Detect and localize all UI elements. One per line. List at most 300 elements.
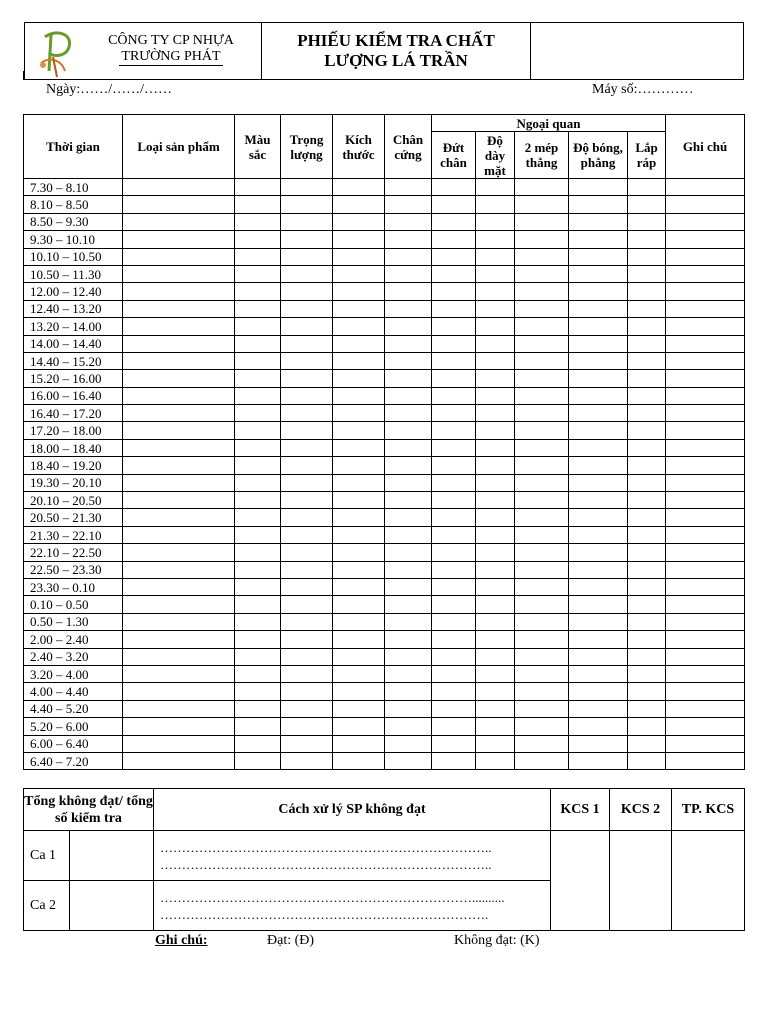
entry-cell[interactable] bbox=[385, 179, 432, 196]
entry-cell[interactable] bbox=[385, 700, 432, 717]
entry-cell[interactable] bbox=[333, 231, 385, 248]
entry-cell[interactable] bbox=[628, 752, 666, 769]
entry-cell[interactable] bbox=[123, 265, 235, 282]
entry-cell[interactable] bbox=[235, 631, 281, 648]
entry-cell[interactable] bbox=[385, 718, 432, 735]
entry-cell[interactable] bbox=[235, 457, 281, 474]
entry-cell[interactable] bbox=[666, 370, 745, 387]
entry-cell[interactable] bbox=[432, 474, 476, 491]
entry-cell[interactable] bbox=[123, 352, 235, 369]
entry-cell[interactable] bbox=[666, 213, 745, 230]
entry-cell[interactable] bbox=[235, 300, 281, 317]
entry-cell[interactable] bbox=[628, 196, 666, 213]
entry-cell[interactable] bbox=[333, 457, 385, 474]
entry-cell[interactable] bbox=[666, 613, 745, 630]
entry-cell[interactable] bbox=[333, 700, 385, 717]
entry-cell[interactable] bbox=[515, 735, 569, 752]
entry-cell[interactable] bbox=[281, 648, 333, 665]
entry-cell[interactable] bbox=[569, 300, 628, 317]
entry-cell[interactable] bbox=[515, 318, 569, 335]
entry-cell[interactable] bbox=[281, 683, 333, 700]
entry-cell[interactable] bbox=[385, 492, 432, 509]
entry-cell[interactable] bbox=[281, 213, 333, 230]
entry-cell[interactable] bbox=[628, 422, 666, 439]
entry-cell[interactable] bbox=[515, 335, 569, 352]
entry-cell[interactable] bbox=[432, 613, 476, 630]
entry-cell[interactable] bbox=[515, 648, 569, 665]
entry-cell[interactable] bbox=[476, 631, 515, 648]
entry-cell[interactable] bbox=[281, 318, 333, 335]
entry-cell[interactable] bbox=[235, 387, 281, 404]
entry-cell[interactable] bbox=[333, 405, 385, 422]
entry-cell[interactable] bbox=[628, 387, 666, 404]
entry-cell[interactable] bbox=[235, 474, 281, 491]
entry-cell[interactable] bbox=[628, 578, 666, 595]
entry-cell[interactable] bbox=[666, 439, 745, 456]
entry-cell[interactable] bbox=[515, 405, 569, 422]
entry-cell[interactable] bbox=[476, 283, 515, 300]
entry-cell[interactable] bbox=[476, 735, 515, 752]
entry-cell[interactable] bbox=[432, 631, 476, 648]
entry-cell[interactable] bbox=[515, 370, 569, 387]
entry-cell[interactable] bbox=[515, 718, 569, 735]
entry-cell[interactable] bbox=[569, 613, 628, 630]
entry-cell[interactable] bbox=[432, 370, 476, 387]
entry-cell[interactable] bbox=[385, 300, 432, 317]
entry-cell[interactable] bbox=[385, 457, 432, 474]
entry-cell[interactable] bbox=[476, 526, 515, 543]
entry-cell[interactable] bbox=[432, 596, 476, 613]
entry-cell[interactable] bbox=[281, 578, 333, 595]
entry-cell[interactable] bbox=[235, 735, 281, 752]
entry-cell[interactable] bbox=[432, 735, 476, 752]
entry-cell[interactable] bbox=[333, 752, 385, 769]
entry-cell[interactable] bbox=[432, 439, 476, 456]
entry-cell[interactable] bbox=[569, 526, 628, 543]
entry-cell[interactable] bbox=[666, 578, 745, 595]
entry-cell[interactable] bbox=[123, 526, 235, 543]
entry-cell[interactable] bbox=[385, 265, 432, 282]
entry-cell[interactable] bbox=[385, 526, 432, 543]
entry-cell[interactable] bbox=[385, 283, 432, 300]
entry-cell[interactable] bbox=[666, 405, 745, 422]
entry-cell[interactable] bbox=[666, 700, 745, 717]
kcs1-signature-cell[interactable] bbox=[551, 831, 610, 931]
kcs2-signature-cell[interactable] bbox=[610, 831, 672, 931]
entry-cell[interactable] bbox=[123, 544, 235, 561]
entry-cell[interactable] bbox=[385, 613, 432, 630]
entry-cell[interactable] bbox=[666, 335, 745, 352]
entry-cell[interactable] bbox=[569, 196, 628, 213]
entry-cell[interactable] bbox=[666, 718, 745, 735]
entry-cell[interactable] bbox=[432, 422, 476, 439]
entry-cell[interactable] bbox=[235, 561, 281, 578]
entry-cell[interactable] bbox=[515, 526, 569, 543]
entry-cell[interactable] bbox=[666, 665, 745, 682]
entry-cell[interactable] bbox=[628, 179, 666, 196]
entry-cell[interactable] bbox=[123, 387, 235, 404]
entry-cell[interactable] bbox=[666, 196, 745, 213]
entry-cell[interactable] bbox=[432, 318, 476, 335]
entry-cell[interactable] bbox=[235, 752, 281, 769]
entry-cell[interactable] bbox=[123, 318, 235, 335]
entry-cell[interactable] bbox=[666, 300, 745, 317]
entry-cell[interactable] bbox=[476, 300, 515, 317]
entry-cell[interactable] bbox=[569, 578, 628, 595]
entry-cell[interactable] bbox=[628, 700, 666, 717]
entry-cell[interactable] bbox=[123, 283, 235, 300]
entry-cell[interactable] bbox=[235, 718, 281, 735]
entry-cell[interactable] bbox=[666, 265, 745, 282]
entry-cell[interactable] bbox=[666, 631, 745, 648]
entry-cell[interactable] bbox=[333, 561, 385, 578]
entry-cell[interactable] bbox=[385, 248, 432, 265]
entry-cell[interactable] bbox=[385, 561, 432, 578]
entry-cell[interactable] bbox=[476, 248, 515, 265]
entry-cell[interactable] bbox=[333, 370, 385, 387]
entry-cell[interactable] bbox=[628, 631, 666, 648]
entry-cell[interactable] bbox=[476, 596, 515, 613]
entry-cell[interactable] bbox=[432, 544, 476, 561]
entry-cell[interactable] bbox=[333, 179, 385, 196]
entry-cell[interactable] bbox=[432, 700, 476, 717]
entry-cell[interactable] bbox=[476, 318, 515, 335]
entry-cell[interactable] bbox=[666, 457, 745, 474]
entry-cell[interactable] bbox=[432, 405, 476, 422]
entry-cell[interactable] bbox=[385, 231, 432, 248]
entry-cell[interactable] bbox=[476, 474, 515, 491]
entry-cell[interactable] bbox=[123, 457, 235, 474]
entry-cell[interactable] bbox=[281, 561, 333, 578]
entry-cell[interactable] bbox=[515, 213, 569, 230]
entry-cell[interactable] bbox=[432, 231, 476, 248]
entry-cell[interactable] bbox=[281, 509, 333, 526]
entry-cell[interactable] bbox=[235, 526, 281, 543]
entry-cell[interactable] bbox=[569, 700, 628, 717]
entry-cell[interactable] bbox=[123, 752, 235, 769]
entry-cell[interactable] bbox=[515, 231, 569, 248]
entry-cell[interactable] bbox=[281, 700, 333, 717]
entry-cell[interactable] bbox=[628, 318, 666, 335]
entry-cell[interactable] bbox=[476, 718, 515, 735]
entry-cell[interactable] bbox=[666, 387, 745, 404]
entry-cell[interactable] bbox=[235, 509, 281, 526]
entry-cell[interactable] bbox=[385, 439, 432, 456]
shift2-total-cell[interactable] bbox=[70, 881, 154, 931]
entry-cell[interactable] bbox=[515, 352, 569, 369]
entry-cell[interactable] bbox=[515, 544, 569, 561]
entry-cell[interactable] bbox=[123, 422, 235, 439]
entry-cell[interactable] bbox=[628, 352, 666, 369]
entry-cell[interactable] bbox=[385, 405, 432, 422]
entry-cell[interactable] bbox=[281, 422, 333, 439]
entry-cell[interactable] bbox=[432, 213, 476, 230]
entry-cell[interactable] bbox=[123, 735, 235, 752]
entry-cell[interactable] bbox=[235, 544, 281, 561]
entry-cell[interactable] bbox=[281, 526, 333, 543]
entry-cell[interactable] bbox=[515, 474, 569, 491]
entry-cell[interactable] bbox=[515, 752, 569, 769]
entry-cell[interactable] bbox=[476, 578, 515, 595]
entry-cell[interactable] bbox=[333, 439, 385, 456]
entry-cell[interactable] bbox=[385, 648, 432, 665]
shift1-total-cell[interactable] bbox=[70, 831, 154, 881]
entry-cell[interactable] bbox=[628, 596, 666, 613]
entry-cell[interactable] bbox=[333, 474, 385, 491]
entry-cell[interactable] bbox=[333, 248, 385, 265]
entry-cell[interactable] bbox=[333, 544, 385, 561]
entry-cell[interactable] bbox=[235, 248, 281, 265]
entry-cell[interactable] bbox=[515, 422, 569, 439]
entry-cell[interactable] bbox=[123, 613, 235, 630]
entry-cell[interactable] bbox=[666, 526, 745, 543]
entry-cell[interactable] bbox=[235, 196, 281, 213]
entry-cell[interactable] bbox=[432, 526, 476, 543]
entry-cell[interactable] bbox=[628, 683, 666, 700]
entry-cell[interactable] bbox=[515, 248, 569, 265]
entry-cell[interactable] bbox=[432, 335, 476, 352]
entry-cell[interactable] bbox=[123, 179, 235, 196]
entry-cell[interactable] bbox=[515, 265, 569, 282]
entry-cell[interactable] bbox=[432, 300, 476, 317]
entry-cell[interactable] bbox=[476, 387, 515, 404]
entry-cell[interactable] bbox=[569, 335, 628, 352]
entry-cell[interactable] bbox=[476, 509, 515, 526]
entry-cell[interactable] bbox=[666, 735, 745, 752]
entry-cell[interactable] bbox=[628, 718, 666, 735]
entry-cell[interactable] bbox=[385, 631, 432, 648]
entry-cell[interactable] bbox=[628, 561, 666, 578]
entry-cell[interactable] bbox=[432, 509, 476, 526]
entry-cell[interactable] bbox=[476, 231, 515, 248]
entry-cell[interactable] bbox=[281, 613, 333, 630]
entry-cell[interactable] bbox=[123, 631, 235, 648]
entry-cell[interactable] bbox=[666, 318, 745, 335]
entry-cell[interactable] bbox=[123, 213, 235, 230]
entry-cell[interactable] bbox=[385, 509, 432, 526]
entry-cell[interactable] bbox=[666, 561, 745, 578]
entry-cell[interactable] bbox=[281, 665, 333, 682]
entry-cell[interactable] bbox=[235, 492, 281, 509]
entry-cell[interactable] bbox=[569, 318, 628, 335]
entry-cell[interactable] bbox=[628, 231, 666, 248]
entry-cell[interactable] bbox=[515, 509, 569, 526]
entry-cell[interactable] bbox=[281, 405, 333, 422]
entry-cell[interactable] bbox=[333, 422, 385, 439]
entry-cell[interactable] bbox=[476, 265, 515, 282]
entry-cell[interactable] bbox=[476, 352, 515, 369]
entry-cell[interactable] bbox=[333, 631, 385, 648]
entry-cell[interactable] bbox=[476, 561, 515, 578]
entry-cell[interactable] bbox=[432, 457, 476, 474]
entry-cell[interactable] bbox=[569, 439, 628, 456]
entry-cell[interactable] bbox=[666, 179, 745, 196]
entry-cell[interactable] bbox=[333, 318, 385, 335]
entry-cell[interactable] bbox=[123, 231, 235, 248]
entry-cell[interactable] bbox=[281, 474, 333, 491]
entry-cell[interactable] bbox=[666, 352, 745, 369]
entry-cell[interactable] bbox=[666, 596, 745, 613]
entry-cell[interactable] bbox=[235, 318, 281, 335]
entry-cell[interactable] bbox=[515, 631, 569, 648]
entry-cell[interactable] bbox=[385, 352, 432, 369]
entry-cell[interactable] bbox=[333, 578, 385, 595]
entry-cell[interactable] bbox=[235, 405, 281, 422]
entry-cell[interactable] bbox=[628, 300, 666, 317]
entry-cell[interactable] bbox=[333, 648, 385, 665]
entry-cell[interactable] bbox=[235, 231, 281, 248]
entry-cell[interactable] bbox=[515, 283, 569, 300]
entry-cell[interactable] bbox=[569, 179, 628, 196]
entry-cell[interactable] bbox=[569, 665, 628, 682]
entry-cell[interactable] bbox=[385, 544, 432, 561]
entry-cell[interactable] bbox=[432, 352, 476, 369]
entry-cell[interactable] bbox=[515, 596, 569, 613]
entry-cell[interactable] bbox=[385, 370, 432, 387]
entry-cell[interactable] bbox=[333, 509, 385, 526]
entry-cell[interactable] bbox=[628, 248, 666, 265]
entry-cell[interactable] bbox=[628, 439, 666, 456]
entry-cell[interactable] bbox=[476, 439, 515, 456]
entry-cell[interactable] bbox=[628, 492, 666, 509]
entry-cell[interactable] bbox=[281, 265, 333, 282]
entry-cell[interactable] bbox=[385, 752, 432, 769]
entry-cell[interactable] bbox=[123, 474, 235, 491]
entry-cell[interactable] bbox=[432, 683, 476, 700]
entry-cell[interactable] bbox=[385, 318, 432, 335]
entry-cell[interactable] bbox=[123, 700, 235, 717]
entry-cell[interactable] bbox=[123, 439, 235, 456]
entry-cell[interactable] bbox=[515, 683, 569, 700]
entry-cell[interactable] bbox=[235, 648, 281, 665]
entry-cell[interactable] bbox=[569, 231, 628, 248]
entry-cell[interactable] bbox=[123, 300, 235, 317]
tp-kcs-signature-cell[interactable] bbox=[672, 831, 745, 931]
entry-cell[interactable] bbox=[123, 196, 235, 213]
entry-cell[interactable] bbox=[235, 213, 281, 230]
entry-cell[interactable] bbox=[385, 387, 432, 404]
entry-cell[interactable] bbox=[235, 613, 281, 630]
entry-cell[interactable] bbox=[476, 665, 515, 682]
entry-cell[interactable] bbox=[385, 474, 432, 491]
entry-cell[interactable] bbox=[235, 283, 281, 300]
entry-cell[interactable] bbox=[432, 665, 476, 682]
entry-cell[interactable] bbox=[385, 596, 432, 613]
entry-cell[interactable] bbox=[569, 683, 628, 700]
entry-cell[interactable] bbox=[432, 179, 476, 196]
entry-cell[interactable] bbox=[235, 683, 281, 700]
entry-cell[interactable] bbox=[281, 735, 333, 752]
entry-cell[interactable] bbox=[235, 578, 281, 595]
entry-cell[interactable] bbox=[385, 683, 432, 700]
entry-cell[interactable] bbox=[569, 265, 628, 282]
entry-cell[interactable] bbox=[333, 683, 385, 700]
entry-cell[interactable] bbox=[569, 457, 628, 474]
entry-cell[interactable] bbox=[281, 752, 333, 769]
entry-cell[interactable] bbox=[476, 422, 515, 439]
entry-cell[interactable] bbox=[666, 248, 745, 265]
entry-cell[interactable] bbox=[569, 352, 628, 369]
entry-cell[interactable] bbox=[569, 387, 628, 404]
entry-cell[interactable] bbox=[476, 335, 515, 352]
entry-cell[interactable] bbox=[432, 265, 476, 282]
entry-cell[interactable] bbox=[281, 596, 333, 613]
entry-cell[interactable] bbox=[569, 248, 628, 265]
entry-cell[interactable] bbox=[666, 509, 745, 526]
entry-cell[interactable] bbox=[569, 718, 628, 735]
entry-cell[interactable] bbox=[333, 596, 385, 613]
entry-cell[interactable] bbox=[333, 335, 385, 352]
entry-cell[interactable] bbox=[333, 196, 385, 213]
entry-cell[interactable] bbox=[281, 439, 333, 456]
entry-cell[interactable] bbox=[628, 474, 666, 491]
entry-cell[interactable] bbox=[123, 335, 235, 352]
entry-cell[interactable] bbox=[333, 300, 385, 317]
entry-cell[interactable] bbox=[515, 700, 569, 717]
entry-cell[interactable] bbox=[385, 335, 432, 352]
entry-cell[interactable] bbox=[628, 613, 666, 630]
entry-cell[interactable] bbox=[281, 300, 333, 317]
entry-cell[interactable] bbox=[432, 752, 476, 769]
entry-cell[interactable] bbox=[476, 752, 515, 769]
entry-cell[interactable] bbox=[476, 492, 515, 509]
entry-cell[interactable] bbox=[123, 648, 235, 665]
entry-cell[interactable] bbox=[515, 492, 569, 509]
entry-cell[interactable] bbox=[628, 648, 666, 665]
entry-cell[interactable] bbox=[515, 665, 569, 682]
entry-cell[interactable] bbox=[123, 509, 235, 526]
entry-cell[interactable] bbox=[628, 457, 666, 474]
entry-cell[interactable] bbox=[476, 179, 515, 196]
entry-cell[interactable] bbox=[385, 578, 432, 595]
entry-cell[interactable] bbox=[281, 248, 333, 265]
entry-cell[interactable] bbox=[235, 265, 281, 282]
entry-cell[interactable] bbox=[333, 492, 385, 509]
entry-cell[interactable] bbox=[281, 335, 333, 352]
entry-cell[interactable] bbox=[569, 752, 628, 769]
entry-cell[interactable] bbox=[235, 700, 281, 717]
entry-cell[interactable] bbox=[432, 492, 476, 509]
entry-cell[interactable] bbox=[333, 352, 385, 369]
entry-cell[interactable] bbox=[476, 196, 515, 213]
entry-cell[interactable] bbox=[628, 544, 666, 561]
entry-cell[interactable] bbox=[569, 422, 628, 439]
entry-cell[interactable] bbox=[628, 735, 666, 752]
entry-cell[interactable] bbox=[628, 405, 666, 422]
entry-cell[interactable] bbox=[123, 665, 235, 682]
entry-cell[interactable] bbox=[333, 613, 385, 630]
entry-cell[interactable] bbox=[628, 213, 666, 230]
entry-cell[interactable] bbox=[333, 665, 385, 682]
entry-cell[interactable] bbox=[281, 370, 333, 387]
entry-cell[interactable] bbox=[281, 492, 333, 509]
entry-cell[interactable] bbox=[333, 283, 385, 300]
entry-cell[interactable] bbox=[628, 265, 666, 282]
entry-cell[interactable] bbox=[569, 596, 628, 613]
entry-cell[interactable] bbox=[569, 283, 628, 300]
entry-cell[interactable] bbox=[123, 596, 235, 613]
entry-cell[interactable] bbox=[281, 196, 333, 213]
shift1-handling-cell[interactable] bbox=[154, 831, 551, 881]
entry-cell[interactable] bbox=[666, 422, 745, 439]
entry-cell[interactable] bbox=[123, 561, 235, 578]
entry-cell[interactable] bbox=[666, 752, 745, 769]
entry-cell[interactable] bbox=[569, 648, 628, 665]
entry-cell[interactable] bbox=[432, 283, 476, 300]
entry-cell[interactable] bbox=[569, 492, 628, 509]
entry-cell[interactable] bbox=[476, 700, 515, 717]
entry-cell[interactable] bbox=[123, 683, 235, 700]
